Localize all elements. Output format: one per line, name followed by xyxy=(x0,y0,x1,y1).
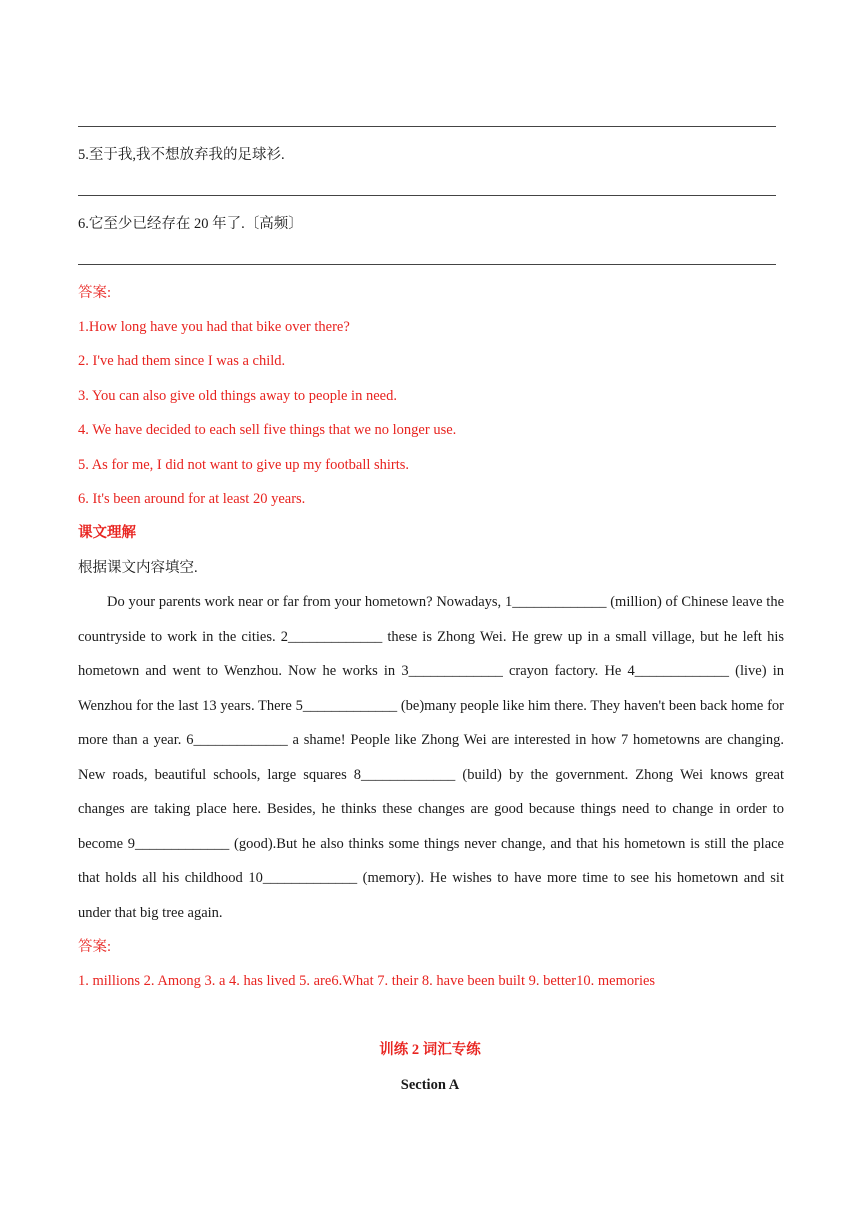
answer-item-3: 3. You can also give old things away to people in need. xyxy=(78,388,397,404)
cloze-passage: Do your parents work near or far from your hometown? Nowadays, 1_____________ (million) of Chinese leave the countryside to work in the cities. 2_____________ these is Zhong Wei. He grew up in a small village, but he left his hometown and went to Wenzhou. Now he works in 3_____________ crayon factory. He 4_____________ (live) in Wenzhou for the last 13 years. There 5_____________ (be)many people like him there. They haven't been back home for more than a year. 6_____________ a shame! People like Zhong Wei are interested in how 7 hometowns are changing. New roads, beautiful schools, large squares 8_____________ (build) by the government. Zhong Wei knows great changes are taking place here. Besides, he thinks these changes are good because things need to change in order to become 9_____________ (good).But he also thinks some things never change, and that his hometown is still the place that holds all his childhood 10_____________ (memory). He wishes to have more time to see his hometown and sit under that big tree again. xyxy=(78,594,784,921)
answer-item-5: 5. As for me, I did not want to give up my football shirts. xyxy=(78,457,410,473)
instruction: 根据课文内容填空. xyxy=(78,560,198,576)
answer-item-1: 1.How long have you had that bike over there? xyxy=(78,319,350,335)
answer-item-2: 2. I've had them since I was a child. xyxy=(78,353,286,369)
answers-label-2: 答案: xyxy=(78,939,112,955)
answer-item-6: 6. It's been around for at least 20 years. xyxy=(78,491,306,507)
cloze-answers: 1. millions 2. Among 3. a 4. has lived 5. are6.What 7. their 8. have been built 9. better10. memories xyxy=(78,973,656,989)
answer-line-4 xyxy=(78,126,776,127)
training-title: 训练 2 词汇专练 xyxy=(379,1042,481,1058)
section-a-title: Section A xyxy=(400,1077,460,1093)
question-5: 5.至于我,我不想放弃我的足球衫. xyxy=(78,147,285,163)
answers-label: 答案: xyxy=(78,285,112,301)
answer-line-5 xyxy=(78,195,776,196)
answer-item-4: 4. We have decided to each sell five things that we no longer use. xyxy=(78,422,457,438)
section-heading: 课文理解 xyxy=(78,525,136,541)
question-6: 6.它至少已经存在 20 年了.〔高频〕 xyxy=(78,216,303,232)
answer-line-6 xyxy=(78,264,776,265)
